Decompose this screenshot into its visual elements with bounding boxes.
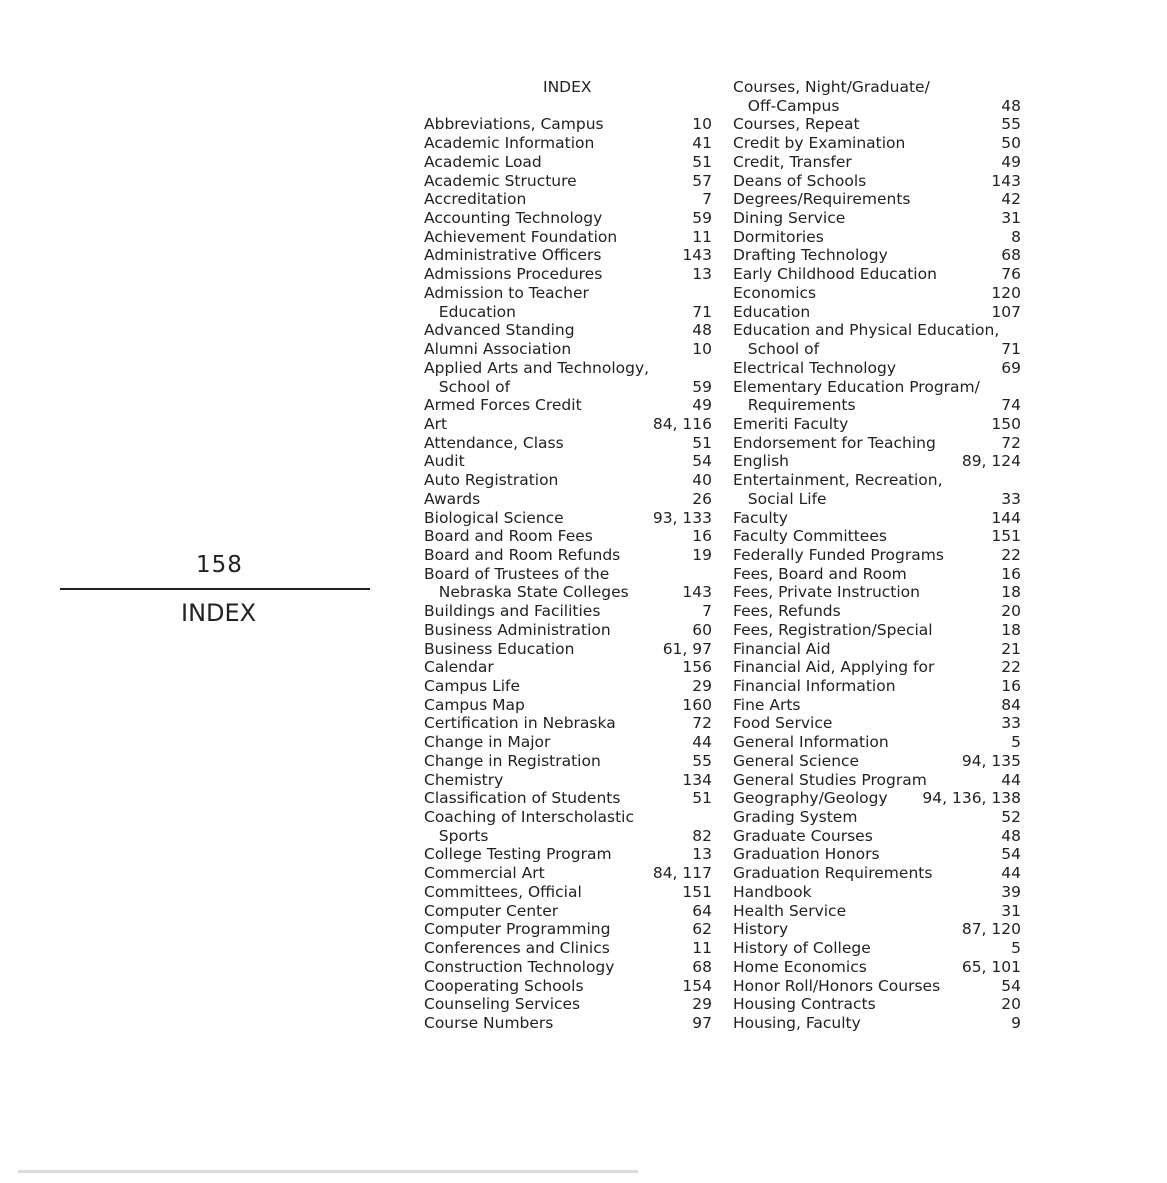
index-entry-pages: 49: [692, 396, 712, 415]
index-entry-pages: 160: [682, 695, 712, 714]
index-entry: [733, 415, 1021, 434]
index-entry-term: Courses, Night/Graduate/ Off-Campus: [733, 78, 930, 115]
index-entry-pages: 68: [692, 957, 712, 976]
index-entry: [424, 771, 712, 790]
index-entry-pages: 20: [1001, 602, 1021, 621]
index-entry: [424, 977, 712, 996]
index-entry-pages: 143: [682, 246, 712, 265]
index-entry: [424, 640, 712, 659]
index-entry-pages: 120: [991, 283, 1021, 302]
index-entry-pages: 22: [1001, 545, 1021, 564]
index-entry: [424, 246, 712, 265]
index-entry-term: Education and Physical Education, School of: [733, 321, 1000, 359]
index-entry-pages: 33: [1001, 714, 1021, 733]
index-entry-term: Honor Roll/Honors Courses: [733, 976, 941, 995]
index-entry-term: Cooperating Schools: [424, 976, 584, 995]
index-entry-pages: 21: [1001, 639, 1021, 658]
index-entry: [424, 490, 712, 509]
index-entry-pages: 48: [692, 321, 712, 340]
index-entry-term: Business Administration: [424, 620, 611, 639]
index-entry: [424, 995, 712, 1014]
index-entry-pages: 22: [1001, 658, 1021, 677]
index-entry-term: Electrical Technology: [733, 358, 896, 377]
index-entry-pages: 26: [692, 489, 712, 508]
index-entry: [424, 920, 712, 939]
index-entry-pages: 76: [1001, 265, 1021, 284]
index-entry-pages: 62: [692, 920, 712, 939]
index-entry: [424, 527, 712, 546]
index-entry: [733, 640, 1021, 659]
index-entry: [733, 733, 1021, 752]
index-entry-term: Faculty: [733, 508, 788, 527]
index-entry: [424, 939, 712, 958]
index-entry-term: Graduation Honors: [733, 845, 880, 864]
index-entry: [733, 602, 1021, 621]
index-entry: [424, 359, 712, 396]
index-entry-term: Economics: [733, 283, 817, 302]
index-entry: [733, 153, 1021, 172]
index-entry: [424, 115, 712, 134]
index-entry-pages: 54: [1001, 976, 1021, 995]
index-entry-term: General Studies Program: [733, 770, 927, 789]
index-entry-pages: 49: [1001, 152, 1021, 171]
bottom-edge-rule: [18, 1170, 638, 1173]
index-entry-term: Fees, Private Instruction: [733, 583, 920, 602]
index-entry-pages: 143: [682, 583, 712, 602]
index-entry-term: History of College: [733, 939, 871, 958]
index-entry-pages: 51: [692, 152, 712, 171]
index-entry-term: Degrees/Requirements: [733, 190, 911, 209]
index-entry-pages: 55: [1001, 115, 1021, 134]
index-entry-term: Financial Aid: [733, 639, 831, 658]
index-entry: [424, 153, 712, 172]
index-entry-term: Construction Technology: [424, 957, 615, 976]
index-entry-pages: 51: [692, 433, 712, 452]
index-entry: [733, 265, 1021, 284]
index-entry-term: Credit by Examination: [733, 134, 906, 153]
index-entry-pages: 18: [1001, 620, 1021, 639]
index-entry: [424, 452, 712, 471]
index-entry: [733, 696, 1021, 715]
index-entry-pages: 151: [682, 882, 712, 901]
index-entry: [733, 827, 1021, 846]
index-entry-term: Alumni Association: [424, 340, 572, 359]
index-entry: [733, 359, 1021, 378]
index-entry: [733, 527, 1021, 546]
side-divider: [60, 588, 370, 590]
index-entry-term: Achievement Foundation: [424, 227, 618, 246]
index-entry: [733, 303, 1021, 322]
index-entry-term: Grading System: [733, 808, 858, 827]
index-entry-term: Financial Information: [733, 677, 896, 695]
index-entry: [733, 771, 1021, 790]
index-entry: [733, 621, 1021, 640]
index-entry-term: Armed Forces Credit: [424, 396, 582, 415]
index-entry: [733, 546, 1021, 565]
index-entry-pages: 44: [692, 733, 712, 752]
index-entry-term: Computer Programming: [424, 920, 611, 939]
index-entry-pages: 82: [692, 826, 712, 845]
side-section-title: INDEX: [181, 599, 257, 627]
index-entry-pages: 71: [692, 302, 712, 321]
index-entry-pages: 52: [1001, 808, 1021, 827]
index-entry: [733, 246, 1021, 265]
index-entry: [424, 902, 712, 921]
index-entry: [733, 471, 1021, 508]
index-entry-term: Faculty Committees: [733, 527, 887, 546]
index-entry-term: Conferences and Clinics: [424, 939, 610, 958]
index-entry-pages: 94, 135: [961, 751, 1021, 770]
index-entry-pages: 84, 117: [652, 864, 712, 883]
index-entry: [733, 452, 1021, 471]
index-entry-term: Home Economics: [733, 957, 867, 976]
index-entry-pages: 44: [1001, 770, 1021, 789]
index-entry: [733, 808, 1021, 827]
index-entry-pages: 74: [1001, 396, 1021, 415]
index-entry-term: Computer Center: [424, 901, 559, 920]
index-entry: [424, 808, 712, 845]
index-entry-term: Art: [424, 414, 448, 433]
index-entry-pages: 48: [1001, 826, 1021, 845]
index-entry: [733, 78, 1021, 115]
index-entry-pages: 7: [702, 602, 712, 621]
index-entry-term: College Testing Program: [424, 845, 612, 864]
index-entry-term: Admissions Procedures: [424, 265, 603, 284]
index-entry: [424, 958, 712, 977]
index-entry: [424, 621, 712, 640]
index-entry-pages: 144: [991, 508, 1021, 527]
index-entry-pages: 59: [692, 209, 712, 228]
index-entry: [733, 920, 1021, 939]
index-entry-pages: 57: [692, 171, 712, 190]
index-entry-term: Fees, Board and Room: [733, 564, 907, 583]
index-entry: [424, 1014, 712, 1033]
index-entry-pages: 60: [692, 620, 712, 639]
index-entry: [424, 546, 712, 565]
index-entry-pages: 8: [1011, 227, 1021, 246]
index-entry-pages: 87, 120: [961, 920, 1021, 939]
index-entry-pages: 150: [991, 414, 1021, 433]
index-entry-term: Chemistry: [424, 770, 504, 789]
index-entry-pages: 84, 116: [652, 414, 712, 433]
index-entry: [424, 565, 712, 602]
index-entry-term: Course Numbers: [424, 1013, 554, 1032]
index-entry-term: Federally Funded Programs: [733, 545, 944, 564]
index-entry-term: Emeriti Faculty: [733, 414, 849, 433]
index-entry: [733, 677, 1021, 696]
index-entry-term: Academic Structure: [424, 171, 577, 190]
index-entry-pages: 31: [1001, 901, 1021, 920]
index-entry-pages: 51: [692, 789, 712, 808]
index-entry-pages: 134: [682, 770, 712, 789]
index-entry-term: Early Childhood Education: [733, 265, 937, 284]
index-entry: [733, 883, 1021, 902]
index-entry-term: English: [733, 452, 789, 471]
index-entry: [733, 1014, 1021, 1033]
index-entry-pages: 54: [1001, 845, 1021, 864]
index-entry-term: Fees, Refunds: [733, 602, 841, 621]
index-entry: [733, 939, 1021, 958]
index-entry-pages: 107: [991, 302, 1021, 321]
index-entry: [733, 134, 1021, 153]
index-entry: [733, 902, 1021, 921]
index-entry-term: Abbreviations, Campus: [424, 115, 604, 134]
index-entry: [424, 284, 712, 321]
index-entry-term: Credit, Transfer: [733, 152, 852, 171]
index-entry-term: Entertainment, Recreation, Social Life: [733, 471, 943, 508]
index-entry-term: Awards: [424, 489, 481, 508]
index-entry-pages: 29: [692, 677, 712, 695]
index-entry-term: Endorsement for Teaching: [733, 433, 936, 452]
index-entry-term: Graduation Requirements: [733, 864, 933, 883]
index-entry-term: Fine Arts: [733, 695, 801, 714]
index-entry: [424, 134, 712, 153]
index-entry-pages: 39: [1001, 882, 1021, 901]
index-entry: [733, 228, 1021, 247]
index-entry-term: Campus Life: [424, 677, 521, 695]
index-entry: [424, 265, 712, 284]
index-entry-pages: 48: [1001, 96, 1021, 115]
index-entry-term: Drafting Technology: [733, 246, 888, 265]
index-entry: [424, 845, 712, 864]
index-entry-pages: 16: [692, 527, 712, 546]
index-entry: [733, 321, 1021, 358]
index-entry-term: Classification of Students: [424, 789, 621, 808]
index-entry-pages: 68: [1001, 246, 1021, 265]
index-entry: [424, 471, 712, 490]
index-entry-pages: 89, 124: [961, 452, 1021, 471]
index-entry: [424, 415, 712, 434]
index-entry: [733, 789, 1021, 808]
index-entry-term: Auto Registration: [424, 471, 559, 490]
index-entry: [424, 752, 712, 771]
index-entry-pages: 11: [692, 227, 712, 246]
index-entry: [424, 714, 712, 733]
index-entry: [733, 190, 1021, 209]
index-entry-term: Geography/Geology: [733, 789, 888, 808]
index-entry-term: Dining Service: [733, 209, 846, 228]
index-entry: [733, 378, 1021, 415]
index-entry-term: Fees, Registration/Special: [733, 620, 933, 639]
index-entry: [424, 321, 712, 340]
index-entry: [733, 995, 1021, 1014]
index-entry-term: Academic Load: [424, 152, 542, 171]
index-entry-term: Academic Information: [424, 134, 595, 153]
index-entry-pages: 94, 136, 138: [922, 789, 1021, 808]
index-entry-pages: 31: [1001, 209, 1021, 228]
index-entry-pages: 40: [692, 471, 712, 490]
index-entry-term: Accreditation: [424, 190, 527, 209]
index-entry-term: Attendance, Class: [424, 433, 564, 452]
index-entry-term: Housing Contracts: [733, 995, 876, 1014]
index-entry-term: Board of Trustees of the Nebraska State Colleges: [424, 564, 629, 602]
index-entry-pages: 33: [1001, 489, 1021, 508]
index-entry-term: Housing, Faculty: [733, 1013, 861, 1032]
index-entry: [733, 752, 1021, 771]
index-entry-pages: 97: [692, 1013, 712, 1032]
index-entry: [424, 396, 712, 415]
index-entry-pages: 61, 97: [662, 639, 712, 658]
index-entry-pages: 65, 101: [961, 957, 1021, 976]
index-entry-pages: 16: [1001, 677, 1021, 695]
index-entry-term: Advanced Standing: [424, 321, 575, 340]
index-entry-term: Coaching of Interscholastic Sports: [424, 808, 634, 845]
index-entry-term: Board and Room Fees: [424, 527, 593, 546]
index-column-left: [424, 78, 712, 1033]
index-entry-pages: 42: [1001, 190, 1021, 209]
index-entry-term: Education: [733, 302, 811, 321]
index-entry-pages: 154: [682, 976, 712, 995]
index-entry-term: Committees, Official: [424, 882, 582, 901]
index-entry-term: Counseling Services: [424, 995, 581, 1014]
index-entry-pages: 72: [692, 714, 712, 733]
index-column-right: [733, 78, 1021, 1033]
index-entry-term: Courses, Repeat: [733, 115, 860, 134]
index-entry: [733, 284, 1021, 303]
index-column-title: INDEX: [543, 78, 592, 96]
index-entry-term: Financial Aid, Applying for: [733, 658, 935, 677]
index-entry: [733, 658, 1021, 677]
index-entry-term: Campus Map: [424, 695, 525, 714]
index-entry-pages: 9: [1011, 1013, 1021, 1032]
index-entry-pages: 93, 133: [652, 508, 712, 527]
index-entry-term: Elementary Education Program/ Requirements: [733, 377, 980, 415]
index-entry: [733, 977, 1021, 996]
index-entry: [424, 434, 712, 453]
index-entry-pages: 5: [1011, 733, 1021, 752]
index-entry-pages: 10: [692, 340, 712, 359]
index-entry-pages: 69: [1001, 358, 1021, 377]
index-entry-pages: 20: [1001, 995, 1021, 1014]
index-entry-term: General Information: [733, 733, 889, 752]
index-entry-pages: 44: [1001, 864, 1021, 883]
index-entry: [733, 565, 1021, 584]
index-entry-term: Health Service: [733, 901, 847, 920]
index-entry-term: Commercial Art: [424, 864, 545, 883]
index-entry: [733, 714, 1021, 733]
index-entry-term: Change in Major: [424, 733, 551, 752]
index-entry-pages: 41: [692, 134, 712, 153]
index-entry-pages: 156: [682, 658, 712, 677]
index-entry: [424, 228, 712, 247]
index-entry: [424, 602, 712, 621]
index-entry: [733, 172, 1021, 191]
index-entry-term: Calendar: [424, 658, 494, 677]
index-entry-term: Buildings and Facilities: [424, 602, 601, 621]
index-entry-pages: 64: [692, 901, 712, 920]
index-entry-term: Change in Registration: [424, 751, 601, 770]
index-entry-pages: 18: [1001, 583, 1021, 602]
index-entry-pages: 143: [991, 171, 1021, 190]
index-entry-term: Board and Room Refunds: [424, 545, 621, 564]
index-entry-term: History: [733, 920, 789, 939]
index-entry-pages: 84: [1001, 695, 1021, 714]
index-entry-term: Audit: [424, 452, 465, 471]
index-entry: [424, 209, 712, 228]
index-entry: [424, 172, 712, 191]
index-entry: [733, 115, 1021, 134]
index-entry: [424, 190, 712, 209]
index-entry-term: Handbook: [733, 882, 812, 901]
index-entry-term: Applied Arts and Technology, School of: [424, 358, 650, 396]
index-entry-pages: 59: [692, 377, 712, 396]
index-entry-pages: 71: [1001, 340, 1021, 359]
index-entry-term: Business Education: [424, 639, 575, 658]
index-entry: [733, 434, 1021, 453]
index-entry: [424, 658, 712, 677]
index-entry-pages: 151: [991, 527, 1021, 546]
index-entry: [424, 340, 712, 359]
index-entry: [733, 958, 1021, 977]
index-entry-pages: 16: [1001, 564, 1021, 583]
index-entry-pages: 13: [692, 845, 712, 864]
index-entry-pages: 19: [692, 545, 712, 564]
index-entry-pages: 72: [1001, 433, 1021, 452]
index-entry: [424, 677, 712, 696]
index-entry: [424, 883, 712, 902]
index-entry: [424, 696, 712, 715]
index-entry-term: Accounting Technology: [424, 209, 603, 228]
index-entry: [424, 733, 712, 752]
index-entry-term: Administrative Officers: [424, 246, 602, 265]
index-entry: [424, 864, 712, 883]
index-entry: [424, 509, 712, 528]
index-entry-term: Deans of Schools: [733, 171, 867, 190]
side-page-number: 158: [196, 552, 243, 578]
index-entry-pages: 29: [692, 995, 712, 1014]
index-entry-term: Food Service: [733, 714, 833, 733]
index-entry: [733, 845, 1021, 864]
index-entry-pages: 50: [1001, 134, 1021, 153]
index-entry-term: Admission to Teacher Education: [424, 283, 589, 321]
index-entry-pages: 11: [692, 939, 712, 958]
index-entry: [733, 509, 1021, 528]
index-entry-term: Dormitories: [733, 227, 824, 246]
index-entry-pages: 10: [692, 115, 712, 134]
index-entry-pages: 7: [702, 190, 712, 209]
index-entry: [733, 209, 1021, 228]
index-entry-pages: 55: [692, 751, 712, 770]
index-entry-pages: 13: [692, 265, 712, 284]
index-entry-term: Certification in Nebraska: [424, 714, 616, 733]
index-entry-term: Graduate Courses: [733, 826, 873, 845]
index-entry: [733, 864, 1021, 883]
index-entry-pages: 54: [692, 452, 712, 471]
index-entry: [424, 789, 712, 808]
index-entry: [733, 583, 1021, 602]
index-entry-term: Biological Science: [424, 508, 564, 527]
index-entry-pages: 5: [1011, 939, 1021, 958]
index-entry-term: General Science: [733, 751, 860, 770]
